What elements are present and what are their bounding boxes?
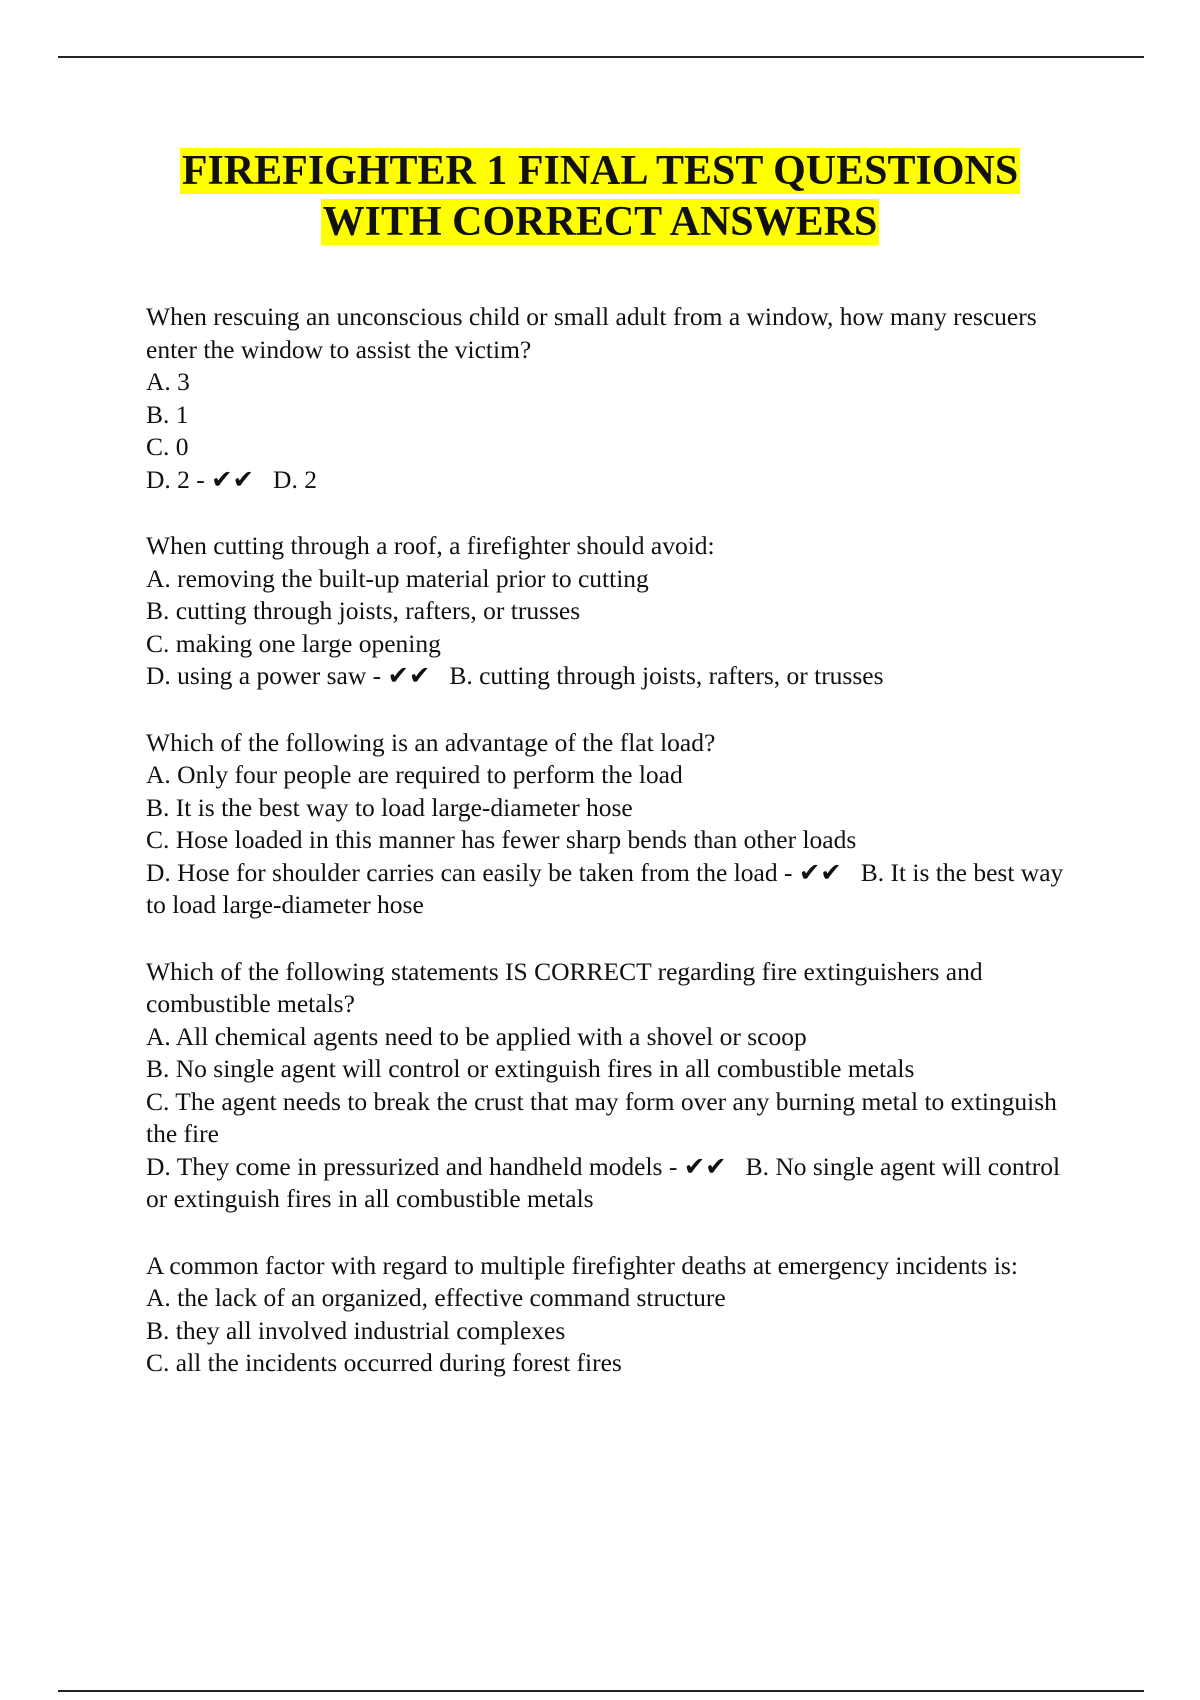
document-title xyxy=(0,146,1200,248)
question-block xyxy=(146,956,1086,1216)
correct-answer: B. It is the best way to load large-diameter hose xyxy=(146,857,1064,919)
option: D. using a power saw - xyxy=(146,661,382,690)
correct-answer: D. 2 xyxy=(273,464,317,494)
option: B. 1 xyxy=(146,399,189,429)
question-block xyxy=(146,1250,1086,1380)
option: A. All chemical agents need to be applied with a shovel or scoop xyxy=(146,1021,807,1051)
check-mark-icon: ✔✔ xyxy=(211,464,254,494)
footer-rule xyxy=(58,1690,1144,1692)
correct-answer: B. cutting through joists, rafters, or trusses xyxy=(449,661,884,690)
option-with-answer xyxy=(146,660,1086,693)
question-block xyxy=(146,727,1086,922)
check-mark-icon: ✔✔ xyxy=(683,1151,727,1181)
question-text: When cutting through a roof, a firefighter should avoid: xyxy=(146,531,715,560)
question-block xyxy=(146,301,1086,496)
question-block xyxy=(146,530,1086,693)
option: C. all the incidents occurred during forest fires xyxy=(146,1348,622,1377)
option: D. They come in pressurized and handheld models - xyxy=(146,1151,678,1181)
option-with-answer xyxy=(146,857,1086,922)
title-line-2: WITH CORRECT ANSWERS xyxy=(322,199,878,245)
option: A. the lack of an organized, effective command structure xyxy=(146,1283,726,1312)
option: C. Hose loaded in this manner has fewer sharp bends than other loads xyxy=(146,825,857,854)
option: A. Only four people are required to perform the load xyxy=(146,760,683,789)
title-line-1: FIREFIGHTER 1 FINAL TEST QUESTIONS xyxy=(181,148,1019,194)
option: C. making one large opening xyxy=(146,628,441,658)
header-rule xyxy=(58,56,1144,58)
option: D. 2 - xyxy=(146,464,205,494)
option: B. cutting through joists, rafters, or trusses xyxy=(146,596,581,625)
question-text: A common factor with regard to multiple firefighter deaths at emergency incidents is: xyxy=(146,1250,1018,1280)
option: C. The agent needs to break the crust that may form over any burning metal to extinguish the fire xyxy=(146,1086,1057,1148)
check-mark-icon: ✔✔ xyxy=(798,857,842,887)
option: B. No single agent will control or extinguish fires in all combustible metals xyxy=(146,1054,915,1083)
option: A. removing the built-up material prior to cutting xyxy=(146,563,649,593)
question-text: When rescuing an unconscious child or small adult from a window, how many rescuers enter the window to assist the victim? xyxy=(146,302,1037,364)
option: B. they all involved industrial complexes xyxy=(146,1315,566,1345)
check-mark-icon: ✔✔ xyxy=(387,661,431,690)
question-text: Which of the following is an advantage of the flat load? xyxy=(146,727,716,757)
option: C. 0 xyxy=(146,432,189,461)
question-text: Which of the following statements IS CORRECT regarding fire extinguishers and combustible metals? xyxy=(146,956,983,1018)
correct-answer: B. No single agent will control or extinguish fires in all combustible metals xyxy=(146,1151,1061,1213)
option: D. Hose for shoulder carries can easily be taken from the load - xyxy=(146,857,793,887)
option-with-answer xyxy=(146,464,1086,497)
option-with-answer xyxy=(146,1151,1086,1216)
questions-list xyxy=(146,301,1086,1414)
option: A. 3 xyxy=(146,367,190,396)
option: B. It is the best way to load large-diameter hose xyxy=(146,792,633,822)
